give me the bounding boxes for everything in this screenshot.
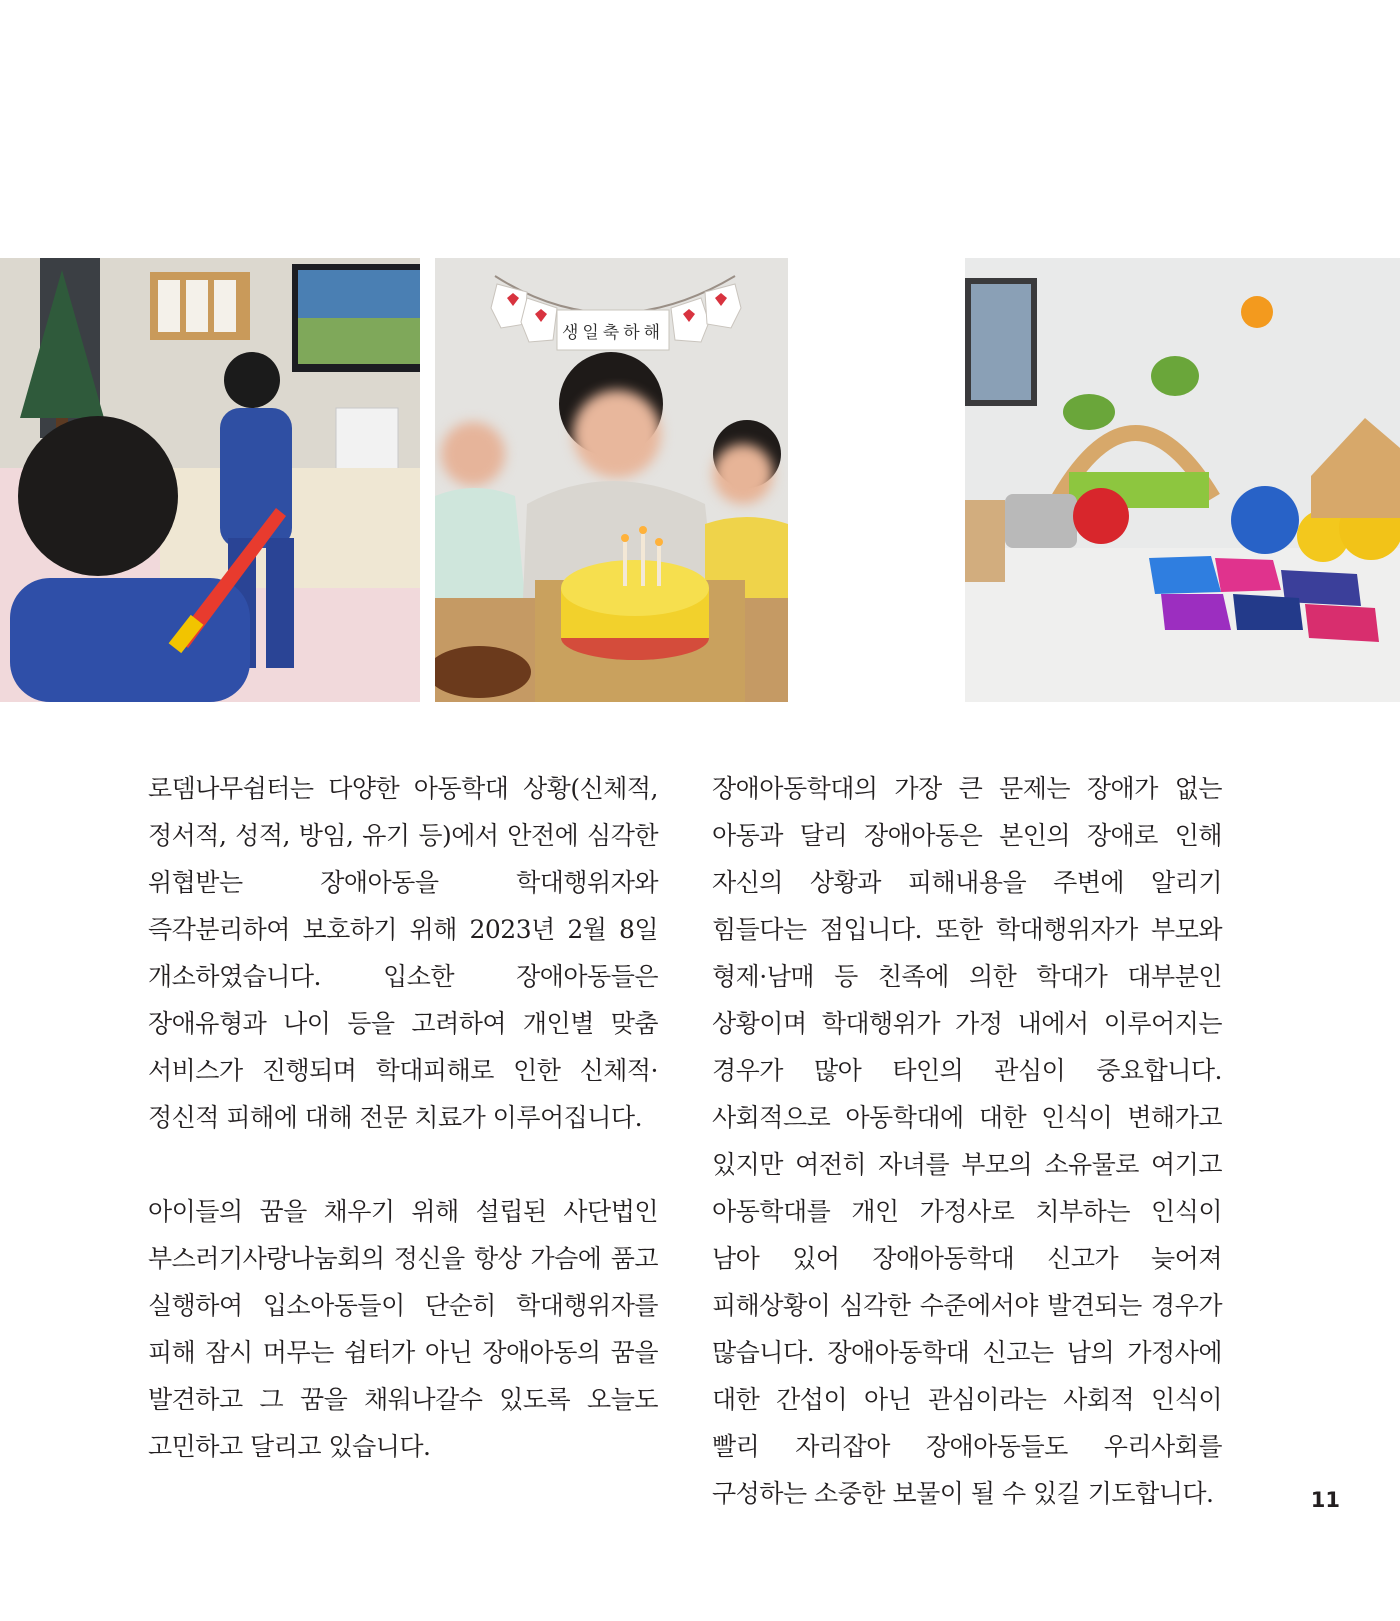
photo-birthday-cake-image: [435, 258, 788, 702]
photo-children-playing: [0, 258, 420, 702]
left-paragraph-1: 로뎀나무쉼터는 다양한 아동학대 상황(신체적, 정서적, 성적, 방임, 유기 등)에서 안전에 심각한 위협받는 장애아동을 학대행위자와 즉각분리하여 보호하기 위해 2023년 2월 8일 개소하였습니다. 입소한 장애아동들은 장애유형과 나이 등을 고려하여 개인별 맞춤 서비스가 진행되며 학대피해로 인한 신체적·정신적 피해에 대해 전문 치료가 이루어집니다.: [148, 774, 658, 1132]
left-paragraph-2: 아이들의 꿈을 채우기 위해 설립된 사단법인 부스러기사랑나눔회의 정신을 항상 가슴에 품고 실행하여 입소아동들이 단순히 학대행위자를 피해 잠시 머무는 쉼터가 아닌 장애아동의 꿈을 발견하고 그 꿈을 채워나갈수 있도록 오늘도 고민하고 달리고 있습니다.: [148, 1197, 658, 1461]
birthday-banner-text: 생일축하해: [561, 323, 665, 343]
photo-children-playing-image: [0, 258, 420, 702]
page-number: 11: [1310, 1488, 1340, 1512]
right-text-column: [712, 765, 1222, 1517]
left-text-column: [148, 765, 658, 1470]
right-paragraph-1: 장애아동학대의 가장 큰 문제는 장애가 없는 아동과 달리 장애아동은 본인의 장애로 인해 자신의 상황과 피해내용을 주변에 알리기 힘들다는 점입니다. 또한 학대행위자가 부모와 형제·남매 등 친족에 의한 학대가 대부분인 상황이며 학대행위가 가정 내에서 이루어지는 경우가 많아 타인의 관심이 중요합니다. 사회적으로 아동학대에 대한 인식이 변해가고 있지만 여전히 자녀를 부모의 소유물로 여기고 아동학대를 개인 가정사로 치부하는 인식이 남아 있어 장애아동학대 신고가 늦어져 피해상황이 심각한 수준에서야 발견되는 경우가 많습니다. 장애아동학대 신고는 남의 가정사에 대한 간섭이 아닌 관심이라는 사회적 인식이 빨리 자리잡아 장애아동들도 우리사회를 구성하는 소중한 보물이 될 수 있길 기도합니다.: [712, 774, 1222, 1508]
photo-play-room-image: [965, 258, 1400, 702]
photo-birthday-cake: [435, 258, 788, 702]
photo-play-room: [965, 258, 1400, 702]
